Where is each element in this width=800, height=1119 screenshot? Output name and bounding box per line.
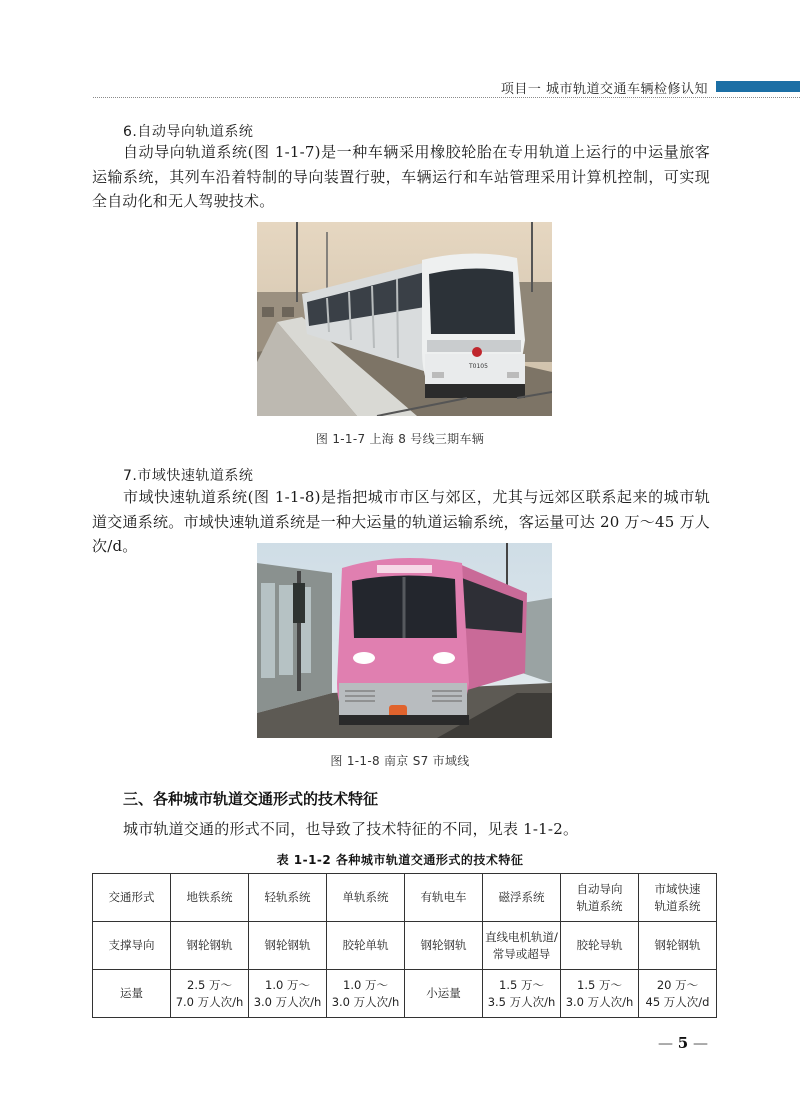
table-cell: 1.5 万～ 3.5 万人次/h — [483, 970, 561, 1018]
table-cell: 小运量 — [405, 970, 483, 1018]
page-number-dash-left: — — [658, 1034, 678, 1052]
running-header — [0, 70, 800, 98]
section-7-heading: 7.市域快速轨道系统 — [123, 468, 254, 484]
page-number-value: 5 — [677, 1034, 689, 1052]
table-cell: 20 万～ 45 万人次/d — [639, 970, 717, 1018]
table-cell: 市域快速 轨道系统 — [639, 874, 717, 922]
table-cell: 交通形式 — [93, 874, 171, 922]
part-3-intro: 城市轨道交通的形式不同，也导致了技术特征的不同，见表 1-1-2。 — [123, 820, 579, 838]
header-dotted-rule — [93, 97, 800, 98]
table-cell: 1.5 万～ 3.0 万人次/h — [561, 970, 639, 1018]
table-row-transport-form — [93, 874, 717, 922]
table-cell: 单轨系统 — [327, 874, 405, 922]
table-cell: 支撑导向 — [93, 922, 171, 970]
page-number — [658, 1034, 708, 1052]
automated-guideway-train-image — [257, 222, 552, 416]
header-title: 项目一 城市轨道交通车辆检修认知 — [500, 82, 708, 97]
table-cell: 胶轮单轨 — [327, 922, 405, 970]
table-cell: 磁浮系统 — [483, 874, 561, 922]
part-3-heading: 三、各种城市轨道交通形式的技术特征 — [123, 790, 379, 808]
table-cell: 钢轮钢轨 — [249, 922, 327, 970]
table-cell: 1.0 万～ 3.0 万人次/h — [327, 970, 405, 1018]
table-cell: 钢轮钢轨 — [405, 922, 483, 970]
figure-1-1-8-caption: 图 1-1-8 南京 S7 市域线 — [330, 754, 470, 768]
suburban-rail-train-image — [257, 543, 552, 738]
figure-1-1-8-photo — [257, 543, 552, 738]
table-1-1-2-title: 表 1-1-2 各种城市轨道交通形式的技术特征 — [276, 853, 524, 867]
table-cell: 胶轮导轨 — [561, 922, 639, 970]
figure-1-1-7-photo — [257, 222, 552, 416]
section-6-paragraph: 自动导向轨道系统(图 1-1-7)是一种车辆采用橡胶轮胎在专用轨道上运行的中运量旅客运输系统，其列车沿着特制的导向装置行驶，车辆运行和车站管理采用计算机控制，可实现全自动化和无人驾驶技术。 — [92, 143, 710, 210]
section-6-heading: 6.自动导向轨道系统 — [123, 124, 254, 140]
table-cell: 直线电机轨道/ 常导或超导 — [483, 922, 561, 970]
table-cell: 2.5 万～ 7.0 万人次/h — [171, 970, 249, 1018]
table-row-capacity — [93, 970, 717, 1018]
table-cell: 运量 — [93, 970, 171, 1018]
table-cell: 钢轮钢轨 — [639, 922, 717, 970]
page-number-dash-right: — — [688, 1034, 708, 1052]
table-cell: 有轨电车 — [405, 874, 483, 922]
train-number-label: T0105 — [469, 363, 488, 370]
table-cell: 钢轮钢轨 — [171, 922, 249, 970]
table-row-support-guidance — [93, 922, 717, 970]
tech-features-table — [92, 873, 717, 1018]
table-cell: 地铁系统 — [171, 874, 249, 922]
figure-1-1-7-caption: 图 1-1-7 上海 8 号线三期车辆 — [315, 432, 485, 446]
table-cell: 自动导向 轨道系统 — [561, 874, 639, 922]
table-cell: 1.0 万～ 3.0 万人次/h — [249, 970, 327, 1018]
header-accent-bar — [716, 81, 800, 92]
section-7-paragraph: 市域快速轨道系统(图 1-1-8)是指把城市市区与郊区，尤其与远郊区联系起来的城市轨道交通系统。市域快速轨道系统是一种大运量的轨道运输系统，客运量可达 20 万～45 万人次/d。 — [92, 488, 710, 555]
table-cell: 轻轨系统 — [249, 874, 327, 922]
